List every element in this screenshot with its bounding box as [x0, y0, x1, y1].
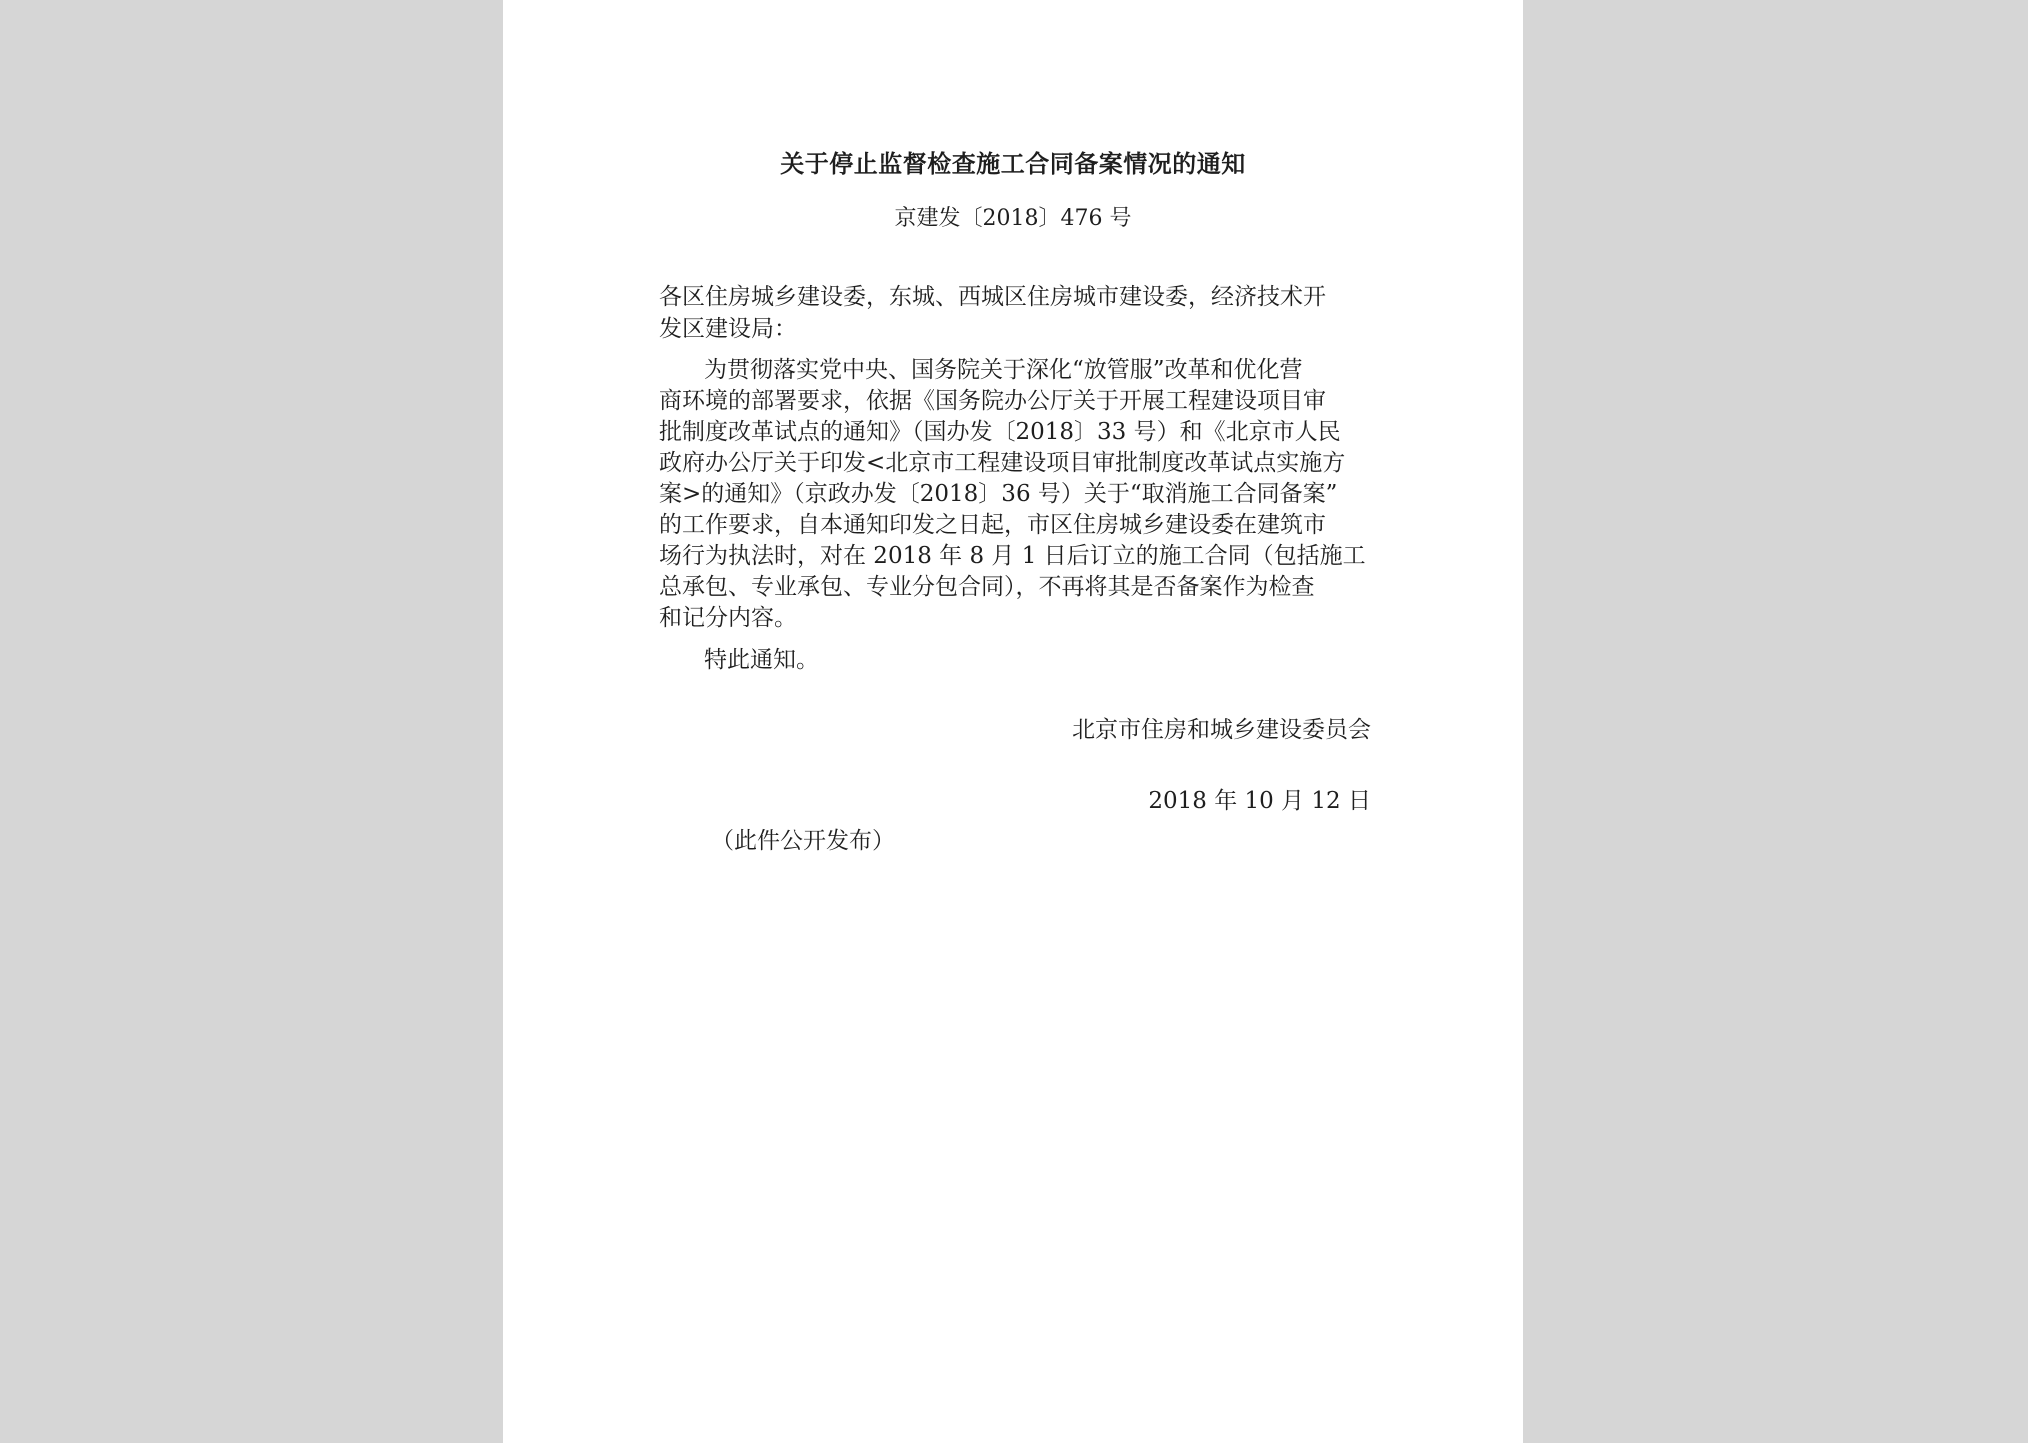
document-page [503, 0, 1523, 1443]
issue-date: 2018 年 10 月 12 日 [1148, 788, 1371, 814]
publication-note: （此件公开发布） [711, 828, 895, 854]
document-title: 关于停止监督检查施工合同备案情况的通知 [780, 149, 1246, 178]
body-line-2: 商环境的部署要求，依据《国务院办公厅关于开展工程建设项目审 [659, 388, 1326, 414]
closing-line: 特此通知。 [704, 647, 819, 673]
body-line-9: 和记分内容。 [659, 605, 797, 631]
addressee-line-2: 发区建设局： [659, 316, 797, 342]
body-line-3: 批制度改革试点的通知》（国办发〔2018〕33 号）和《北京市人民 [659, 419, 1341, 445]
body-line-4: 政府办公厅关于印发<北京市工程建设项目审批制度改革试点实施方 [659, 450, 1346, 476]
addressee-line-1: 各区住房城乡建设委，东城、西城区住房城市建设委，经济技术开 [659, 284, 1326, 310]
issuer-name: 北京市住房和城乡建设委员会 [1072, 717, 1371, 743]
body-line-8: 总承包、专业承包、专业分包合同），不再将其是否备案作为检查 [659, 574, 1315, 600]
body-line-7: 场行为执法时，对在 2018 年 8 月 1 日后订立的施工合同（包括施工 [659, 543, 1366, 569]
document-number: 京建发〔2018〕476 号 [894, 206, 1132, 231]
body-line-1: 为贯彻落实党中央、国务院关于深化“放管服”改革和优化营 [704, 357, 1303, 383]
body-line-6: 的工作要求，自本通知印发之日起，市区住房城乡建设委在建筑市 [659, 512, 1326, 538]
body-line-5: 案>的通知》（京政办发〔2018〕36 号）关于“取消施工合同备案” [659, 481, 1338, 507]
